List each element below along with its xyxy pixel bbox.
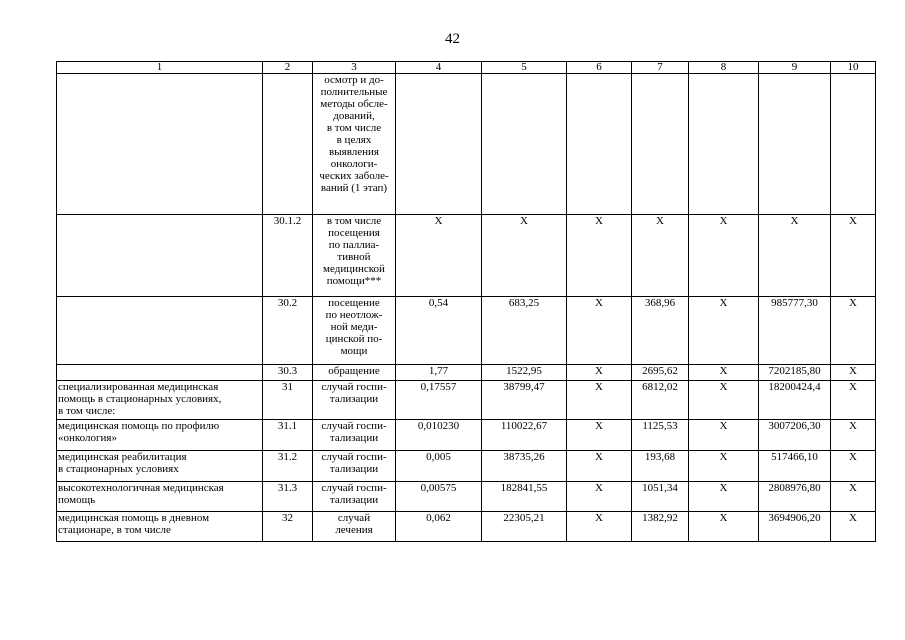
cell-text: X <box>849 365 857 377</box>
cell-text: 31.3 <box>277 482 298 494</box>
cost-cell <box>482 381 567 420</box>
cell-col6 <box>567 512 632 542</box>
row-unit-cell <box>313 381 396 420</box>
cell-col9 <box>759 74 831 215</box>
row-code-cell <box>263 482 313 512</box>
row-code-cell <box>263 512 313 542</box>
cell-text: X <box>719 451 728 463</box>
cell-text: 30.1.2 <box>273 215 302 227</box>
cell-text: 368,96 <box>644 297 676 309</box>
cell-col7 <box>632 512 689 542</box>
cell-text: X <box>719 420 728 432</box>
cell-col7 <box>632 451 689 482</box>
cell-col7 <box>632 420 689 451</box>
cell-text: 110022,67 <box>500 420 548 432</box>
cell-text: X <box>520 215 528 227</box>
row-name-cell <box>57 512 263 542</box>
cell-text: X <box>719 381 728 393</box>
cell-text: 18200424,4 <box>768 381 821 393</box>
row-unit-cell <box>313 297 396 365</box>
cell-col6 <box>567 482 632 512</box>
table-row <box>57 420 876 451</box>
row-code-cell <box>263 215 313 297</box>
cell-text: медицинская помощь в дневном стационаре, в том числе <box>58 512 210 536</box>
cell-text: 1522,95 <box>506 365 542 377</box>
cell-col9 <box>759 365 831 381</box>
cell-text: 0,062 <box>426 512 451 524</box>
row-unit-cell <box>313 215 396 297</box>
cell-text: специализированная медицинская помощь в стационарных условиях, в том числе: <box>58 381 222 417</box>
header-cell: 3 <box>313 62 396 74</box>
cell-text: X <box>719 512 728 524</box>
cell-text: 0,54 <box>428 297 449 309</box>
row-unit-cell <box>313 451 396 482</box>
row-code-cell <box>263 381 313 420</box>
cell-text: 1125,53 <box>642 420 678 432</box>
row-code-cell <box>263 365 313 381</box>
cell-text: 985777,30 <box>771 297 818 309</box>
cell-text: 30.2 <box>277 297 298 309</box>
row-unit-cell <box>313 482 396 512</box>
cell-col8 <box>689 451 759 482</box>
header-row <box>57 62 876 74</box>
cell-col6 <box>567 215 632 297</box>
cell-text: X <box>595 215 603 227</box>
cell-col7 <box>632 381 689 420</box>
cell-text: 2808976,80 <box>768 482 821 494</box>
cell-col9 <box>759 420 831 451</box>
volume-cell <box>396 420 482 451</box>
cell-col9 <box>759 215 831 297</box>
cell-col7 <box>632 74 689 215</box>
cell-text: X <box>849 482 857 494</box>
cell-text: в том числе посещения по паллиа- тивной медицинской помощи*** <box>323 215 385 287</box>
cell-text: X <box>849 297 857 309</box>
cell-col8 <box>689 482 759 512</box>
cell-text: 182841,55 <box>500 482 548 494</box>
cell-text: 683,25 <box>508 297 540 309</box>
row-unit-cell <box>313 365 396 381</box>
cell-text: 30.3 <box>277 365 298 377</box>
cell-col10 <box>831 365 876 381</box>
cell-text: 0,005 <box>426 451 451 463</box>
cell-text: X <box>849 512 857 524</box>
header-cell: 4 <box>396 62 482 74</box>
cell-col10 <box>831 482 876 512</box>
cell-text: 2695,62 <box>642 365 678 377</box>
row-name-cell <box>57 482 263 512</box>
volume-cell <box>396 74 482 215</box>
cell-col6 <box>567 74 632 215</box>
cell-text: случай госпи- тализации <box>321 482 387 506</box>
row-code-cell <box>263 74 313 215</box>
cell-text: 7202185,80 <box>768 365 821 377</box>
cost-cell <box>482 451 567 482</box>
header-cell: 6 <box>567 62 632 74</box>
cell-text: случай госпи- тализации <box>321 451 387 475</box>
cell-col10 <box>831 297 876 365</box>
cell-text: случай госпи- тализации <box>321 420 387 444</box>
cell-text: случай лечения <box>335 512 373 536</box>
cell-col10 <box>831 381 876 420</box>
cell-text: 31.1 <box>277 420 298 432</box>
cell-text: X <box>719 365 728 377</box>
row-code-cell <box>263 451 313 482</box>
header-cell: 1 <box>57 62 263 74</box>
table-row <box>57 365 876 381</box>
cell-text: обращение <box>328 365 380 377</box>
volume-cell <box>396 215 482 297</box>
cell-col8 <box>689 381 759 420</box>
cell-text: X <box>434 215 443 227</box>
cost-cell <box>482 420 567 451</box>
page-number: 42 <box>445 31 460 47</box>
row-name-cell <box>57 297 263 365</box>
cell-text: 1051,34 <box>642 482 678 494</box>
cell-text: X <box>595 512 603 524</box>
row-name-cell <box>57 381 263 420</box>
cell-text: случай госпи- тализации <box>321 381 387 405</box>
cell-text: 0,17557 <box>420 381 457 393</box>
table-row <box>57 381 876 420</box>
cell-text: медицинская помощь по профилю «онкология» <box>58 420 220 444</box>
cell-text: 0,00575 <box>420 482 457 494</box>
cell-col6 <box>567 381 632 420</box>
row-name-cell <box>57 74 263 215</box>
cell-col8 <box>689 365 759 381</box>
row-unit-cell <box>313 74 396 215</box>
row-name-cell <box>57 365 263 381</box>
cell-col10 <box>831 74 876 215</box>
cell-col8 <box>689 297 759 365</box>
cell-text: 3694906,20 <box>768 512 821 524</box>
cell-text: X <box>656 215 664 227</box>
table-row <box>57 74 876 215</box>
header-cell: 7 <box>632 62 689 74</box>
cell-col6 <box>567 420 632 451</box>
cell-text: X <box>595 420 603 432</box>
cell-col10 <box>831 215 876 297</box>
volume-cell <box>396 381 482 420</box>
cost-cell <box>482 512 567 542</box>
table-body <box>57 62 876 542</box>
cell-text: 32 <box>282 512 293 524</box>
cell-text: 38735,26 <box>503 451 545 463</box>
cell-text: X <box>849 420 857 432</box>
cell-text: X <box>719 482 728 494</box>
cell-text: высокотехнологичная медицинская помощь <box>58 482 224 506</box>
cell-col9 <box>759 451 831 482</box>
cell-text: 38799,47 <box>503 381 545 393</box>
volume-cell <box>396 451 482 482</box>
cell-col6 <box>567 297 632 365</box>
table-row <box>57 512 876 542</box>
header-cell: 10 <box>831 62 876 74</box>
cell-text: X <box>595 451 603 463</box>
cell-col7 <box>632 297 689 365</box>
header-cell: 9 <box>759 62 831 74</box>
cell-text: осмотр и до- полнительные методы обсле- дований, в том числе в целях выявления онкологи- ческих заболе- ваний (1 этап) <box>319 74 389 194</box>
cell-col10 <box>831 512 876 542</box>
cell-text: 1382,92 <box>642 512 678 524</box>
cell-text: 1,77 <box>428 365 449 377</box>
row-name-cell <box>57 451 263 482</box>
cell-text: X <box>595 297 603 309</box>
cell-text: X <box>790 215 799 227</box>
cell-text: 193,68 <box>644 451 676 463</box>
cell-col8 <box>689 512 759 542</box>
cell-col6 <box>567 365 632 381</box>
cell-col10 <box>831 420 876 451</box>
row-unit-cell <box>313 512 396 542</box>
cell-col8 <box>689 74 759 215</box>
cell-text: медицинская реабилитация в стационарных условиях <box>58 451 187 475</box>
cell-text: X <box>849 451 857 463</box>
cell-col9 <box>759 297 831 365</box>
cell-col9 <box>759 482 831 512</box>
cell-text: 22305,21 <box>503 512 545 524</box>
row-code-cell <box>263 420 313 451</box>
cell-col8 <box>689 215 759 297</box>
cell-col7 <box>632 215 689 297</box>
cell-col7 <box>632 482 689 512</box>
medical-care-table <box>56 61 876 542</box>
table-row <box>57 482 876 512</box>
cell-text: X <box>595 365 603 377</box>
volume-cell <box>396 297 482 365</box>
cell-col6 <box>567 451 632 482</box>
header-cell: 8 <box>689 62 759 74</box>
cell-text: 31.2 <box>277 451 298 463</box>
cell-col9 <box>759 381 831 420</box>
cell-text: 31 <box>282 381 293 393</box>
cell-text: 3007206,30 <box>768 420 821 432</box>
header-cell: 5 <box>482 62 567 74</box>
cell-text: 6812,02 <box>642 381 678 393</box>
cell-text: X <box>595 482 603 494</box>
row-name-cell <box>57 215 263 297</box>
cost-cell <box>482 365 567 381</box>
cell-text: посещение по неотлож- ной меди- цинской по- мощи <box>325 297 383 357</box>
cost-cell <box>482 297 567 365</box>
cell-text: X <box>849 215 857 227</box>
cell-col9 <box>759 512 831 542</box>
volume-cell <box>396 365 482 381</box>
row-code-cell <box>263 297 313 365</box>
row-unit-cell <box>313 420 396 451</box>
cost-cell <box>482 74 567 215</box>
cell-col7 <box>632 365 689 381</box>
volume-cell <box>396 482 482 512</box>
table-row <box>57 297 876 365</box>
cost-cell <box>482 482 567 512</box>
volume-cell <box>396 512 482 542</box>
cell-col10 <box>831 451 876 482</box>
cell-text: 517466,10 <box>771 451 818 463</box>
cell-text: X <box>719 297 728 309</box>
row-name-cell <box>57 420 263 451</box>
cell-col8 <box>689 420 759 451</box>
table-row <box>57 451 876 482</box>
table-row <box>57 215 876 297</box>
header-cell: 2 <box>263 62 313 74</box>
cell-text: 0,010230 <box>417 420 460 432</box>
cell-text: X <box>849 381 857 393</box>
cost-cell <box>482 215 567 297</box>
cell-text: X <box>595 381 603 393</box>
cell-text: X <box>719 215 728 227</box>
